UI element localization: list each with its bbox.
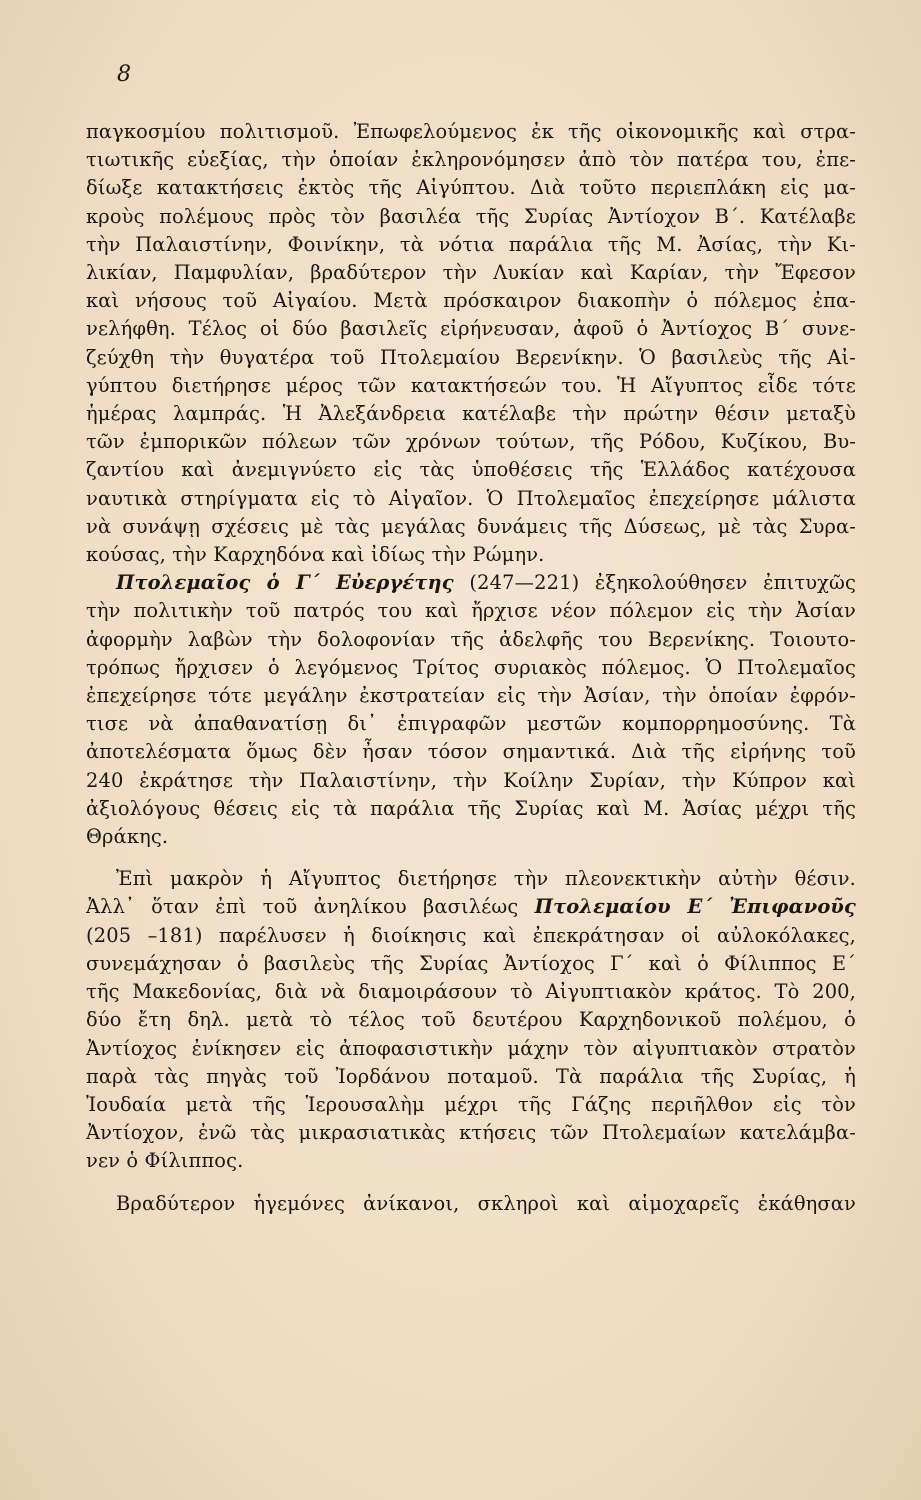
text-line: (205 –181) παρέλυσεν ἡ διοίκησις καὶ ἐπεκράτησαν οἱ αὐλοκόλακες, <box>86 923 856 947</box>
text-line: νὰ συνάψῃ σχέσεις μὲ τὰς μεγάλας δυνάμεις τῆς Δύσεως, μὲ τὰς Συρα- <box>86 514 856 538</box>
text-line: κροὺς πολέμους πρὸς τὸν βασιλέα τῆς Συρίας Ἀντίοχον Β΄. Κατέλαβε <box>86 204 856 228</box>
text-line: παγκοσμίου πολιτισμοῦ. Ἐπωφελούμενος ἐκ τῆς οἰκονομικῆς καὶ στρα- <box>86 120 856 143</box>
text-line: δίωξε κατακτήσεις ἐκτὸς τῆς Αἰγύπτου. Διὰ τοῦτο περιεπλάκη εἰς μα- <box>86 176 856 200</box>
text-line: Ἰουδαία μετὰ τῆς Ἱερουσαλὴμ μέχρι τῆς Γάζης περιῆλθον εἰς τὸν <box>86 1092 856 1116</box>
text-line: ἀξιολόγους θέσεις εἰς τὰ παράλια τῆς Συρίας καὶ Μ. Ἀσίας μέχρι τῆς <box>86 796 856 820</box>
text-line: τῶν ἐμπορικῶν πόλεων τῶν χρόνων τούτων, τῆς Ρόδου, Κυζίκου, Βυ- <box>86 430 856 454</box>
text-line: Ἐπὶ μακρὸν ἡ Αἴγυπτος διετήρησε τὴν πλεονεκτικὴν αὐτὴν θέσιν. <box>116 867 856 891</box>
text-span: Ἀλλ᾿ ὅταν ἐπὶ τοῦ ἀνηλίκου βασιλέως <box>86 895 535 919</box>
text-line: ἡμέρας λαμπράς. Ἡ Ἀλεξάνδρεια κατέλαβε τὴν πρώτην θέσιν μεταξὺ <box>86 402 856 426</box>
ruler-name: Πτολεμαῖος ὁ Γ΄ Εὐεργέτης <box>116 571 454 595</box>
text-line: κούσας, τὴν Καρχηδόνα καὶ ἰδίως τὴν Ρώμην. <box>86 543 545 567</box>
text-line: ναυτικὰ στηρίγματα εἰς τὸ Αἰγαῖον. Ὁ Πτολεμαῖος ἐπεχείρησε μάλιστα <box>86 486 856 510</box>
ruler-name: Πτολεμαίου Ε΄ Ἐπιφανοῦς <box>534 895 856 919</box>
text-line <box>86 569 856 597</box>
text-line: Ἀντίοχος ἐνίκησεν εἰς ἀποφασιστικὴν μάχην τὸν αἰγυπτιακὸν στρατὸν <box>86 1036 856 1060</box>
paragraph-3 <box>86 865 856 1175</box>
text-line: τισε νὰ ἀπαθανατίσῃ δι᾿ ἐπιγραφῶν μεστῶν κομπορρημοσύνης. Τὰ <box>86 712 856 736</box>
text-line: τιωτικῆς εὐεξίας, τὴν ὁποίαν ἐκληρονόμησεν ἀπὸ τὸν πατέρα του, ἐπε- <box>86 148 856 172</box>
text-line: συνεμάχησαν ὁ βασιλεὺς τῆς Συρίας Ἀντίοχος Γ΄ καὶ ὁ Φίλιππος Ε΄ <box>86 951 856 975</box>
text-line: Βραδύτερον ἡγεμόνες ἀνίκανοι, σκληροὶ καὶ αἱμοχαρεῖς ἐκάθησαν <box>116 1191 856 1215</box>
text-line <box>86 893 856 921</box>
text-line: τῆς Μακεδονίας, διὰ νὰ διαμοιράσουν τὸ Αἰγυπτιακὸν κράτος. Τὸ 200, <box>86 980 856 1004</box>
page-number: 8 <box>117 62 131 87</box>
paragraph-4 <box>86 1190 856 1218</box>
text-line: ἀφορμὴν λαβὼν τὴν δολοφονίαν τῆς ἀδελφῆς του Βερενίκης. Τοιουτο- <box>86 627 856 651</box>
text-span: (247—221) ἐξηκολούθησεν ἐπιτυχῶς <box>453 571 856 595</box>
text-line: γύπτου διετήρησε μέρος τῶν κατακτήσεών του. Ἡ Αἴγυπτος εἶδε τότε <box>86 373 856 397</box>
text-line: ἐπεχείρησε τότε μεγάλην ἐκστρατείαν εἰς τὴν Ἀσίαν, τὴν ὁποίαν ἐφρόν- <box>86 684 856 708</box>
text-line: Ἀντίοχον, ἐνῶ τὰς μικρασιατικὰς κτήσεις τῶν Πτολεμαίων κατελάμβα- <box>86 1121 856 1145</box>
paragraph-2 <box>86 569 856 851</box>
text-line: νελήφθη. Τέλος οἱ δύο βασιλεῖς εἰρήνευσαν, ἀφοῦ ὁ Ἀντίοχος Β΄ συνε- <box>86 317 856 341</box>
paragraph-1 <box>86 118 856 569</box>
text-line: 240 ἐκράτησε τὴν Παλαιστίνην, τὴν Κοίλην Συρίαν, τὴν Κύπρον καὶ <box>86 768 856 792</box>
text-line: τὴν πολιτικὴν τοῦ πατρός του καὶ ἤρχισε νέον πόλεμον εἰς τὴν Ἀσίαν <box>86 599 856 623</box>
text-line: παρὰ τὰς πηγὰς τοῦ Ἰορδάνου ποταμοῦ. Τὰ παράλια τῆς Συρίας, ἡ <box>86 1064 856 1088</box>
text-line: ζεύχθη τὴν θυγατέρα τοῦ Πτολεμαίου Βερενίκην. Ὁ βασιλεὺς τῆς Αἰ- <box>86 345 856 369</box>
text-line: Θράκης. <box>86 825 169 849</box>
text-line: δύο ἔτη δηλ. μετὰ τὸ τέλος τοῦ δευτέρου Καρχηδονικοῦ πολέμου, ὁ <box>86 1008 856 1032</box>
paragraph-gap <box>86 1176 856 1190</box>
text-line: νεν ὁ Φίλιππος. <box>86 1149 244 1173</box>
text-line: τὴν Παλαιστίνην, Φοινίκην, τὰ νότια παράλια τῆς Μ. Ἀσίας, τὴν Κι- <box>86 232 856 256</box>
text-line: καὶ νήσους τοῦ Αἰγαίου. Μετὰ πρόσκαιρον διακοπὴν ὁ πόλεμος ἐπα- <box>86 289 856 313</box>
text-line: τρόπως ἤρχισεν ὁ λεγόμενος Τρίτος συριακὸς πόλεμος. Ὁ Πτολεμαῖος <box>86 655 856 679</box>
text-line: ζαντίου καὶ ἀνεμιγνύετο εἰς τὰς ὑποθέσεις τῆς Ἑλλάδος κατέχουσα <box>86 458 856 482</box>
body-text <box>86 118 856 1218</box>
text-line: ἀποτελέσματα ὅμως δὲν ἦσαν τόσον σημαντικά. Διὰ τῆς εἰρήνης τοῦ <box>86 740 856 764</box>
paragraph-gap <box>86 851 856 865</box>
text-line: λικίαν, Παμφυλίαν, βραδύτερον τὴν Λυκίαν καὶ Καρίαν, τὴν Ἔφεσον <box>86 261 856 285</box>
